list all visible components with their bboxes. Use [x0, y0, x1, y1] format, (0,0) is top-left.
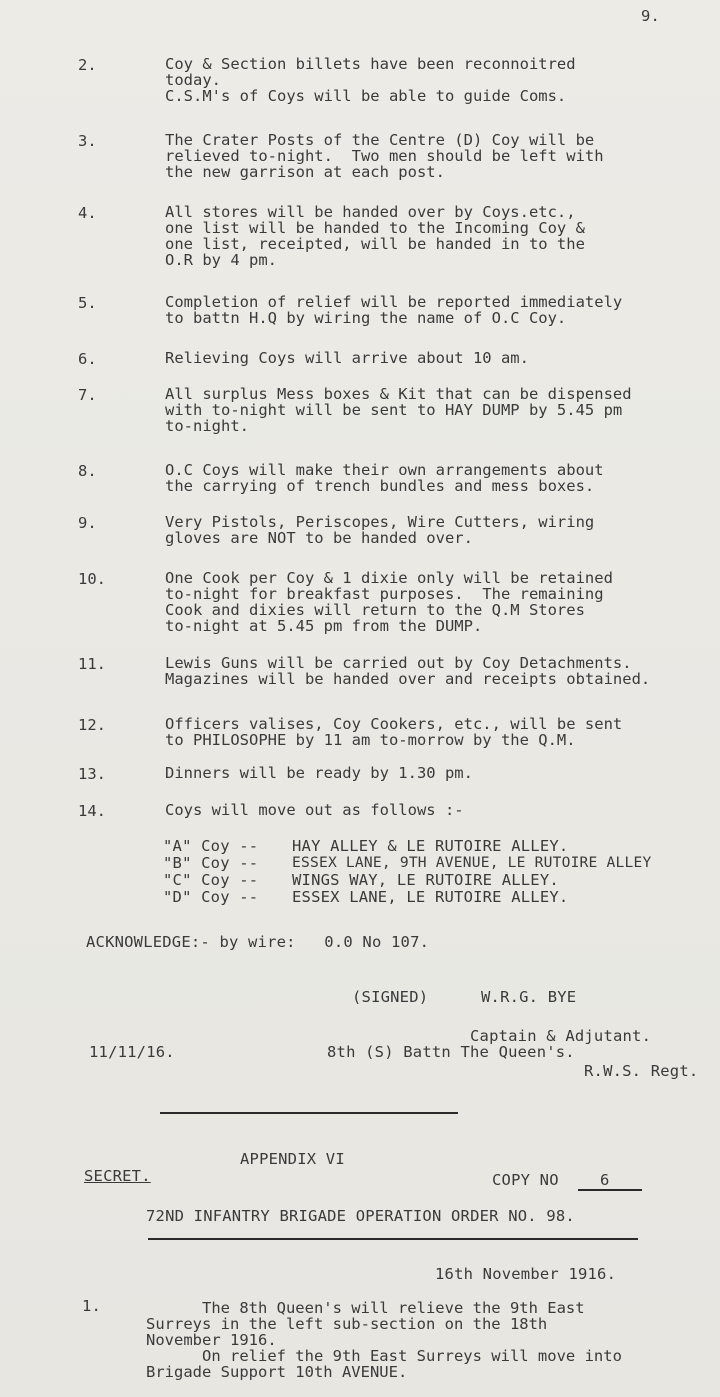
coy-route: HAY ALLEY & LE RUTOIRE ALLEY.	[292, 837, 569, 855]
item-line: Very Pistols, Periscopes, Wire Cutters, wiring	[165, 513, 595, 531]
item-line: One Cook per Coy & 1 dixie only will be retained	[165, 569, 613, 587]
item-line: C.S.M's of Coys will be able to guide Coms.	[165, 87, 567, 105]
item-number: 12.	[78, 716, 106, 734]
item-line: relieved to-night. Two men should be left with	[165, 147, 604, 165]
item-text	[165, 386, 720, 434]
item-line: O.C Coys will make their own arrangements about	[165, 461, 604, 479]
item-line: Coy & Section billets have been reconnoitred	[165, 55, 576, 73]
item-line: to-night for breakfast purposes. The remaining	[165, 585, 604, 603]
paragraph-1-text	[146, 1300, 706, 1380]
paragraph-1-line: The 8th Queen's will relieve the 9th East	[146, 1299, 585, 1317]
item-number: 7.	[78, 386, 97, 404]
item-line: the new garrison at each post.	[165, 163, 445, 181]
item-text	[165, 132, 720, 180]
item-line: the carrying of trench bundles and mess boxes.	[165, 477, 595, 495]
item-line: Relieving Coys will arrive about 10 am.	[165, 349, 529, 367]
order-title: 72ND INFANTRY BRIGADE OPERATION ORDER NO. 98.	[146, 1207, 575, 1225]
item-line: All surplus Mess boxes & Kit that can be dispensed	[165, 385, 632, 403]
item-text	[165, 514, 720, 546]
item-text	[165, 462, 720, 494]
item-line: with to-night will be sent to HAY DUMP by 5.45 pm	[165, 401, 623, 419]
item-text	[165, 204, 720, 268]
item-number: 9.	[78, 514, 97, 532]
item-number: 6.	[78, 350, 97, 368]
item-text	[165, 765, 720, 781]
signature-title-1: Captain & Adjutant.	[470, 1027, 652, 1045]
signed-label: (SIGNED)	[352, 988, 429, 1006]
item-line: to-night at 5.45 pm from the DUMP.	[165, 617, 483, 635]
document-date: 11/11/16.	[89, 1043, 175, 1061]
secret-label: SECRET.	[84, 1167, 151, 1185]
item-number: 3.	[78, 132, 97, 150]
signed-name: W.R.G. BYE	[481, 988, 577, 1006]
item-number: 13.	[78, 765, 106, 783]
signature-title-2: 8th (S) Battn The Queen's.	[327, 1043, 575, 1061]
order-date: 16th November 1916.	[435, 1265, 617, 1283]
item-text	[165, 802, 720, 818]
paragraph-1-line: On relief the 9th East Surreys will move into	[146, 1347, 622, 1365]
item-line: The Crater Posts of the Centre (D) Coy will be	[165, 131, 595, 149]
item-number: 5.	[78, 294, 97, 312]
item-line: O.R by 4 pm.	[165, 251, 277, 269]
copy-number-underline	[578, 1189, 642, 1191]
item-line: to PHILOSOPHE by 11 am to-morrow by the Q.M.	[165, 731, 576, 749]
item-number: 11.	[78, 655, 106, 673]
item-line: Lewis Guns will be carried out by Coy Detachments.	[165, 654, 632, 672]
item-text	[165, 294, 720, 326]
paragraph-1-line: November 1916.	[146, 1331, 277, 1349]
item-number: 8.	[78, 462, 97, 480]
item-number: 14.	[78, 802, 106, 820]
item-text	[165, 716, 720, 748]
coy-label: "B" Coy --	[163, 854, 259, 872]
coy-label: "D" Coy --	[163, 888, 259, 906]
appendix-heading: APPENDIX VI	[240, 1150, 345, 1168]
item-line: Dinners will be ready by 1.30 pm.	[165, 764, 473, 782]
order-title-rule	[148, 1238, 638, 1240]
item-line: Magazines will be handed over and receipts obtained.	[165, 670, 651, 688]
item-line: one list will be handed to the Incoming Coy &	[165, 219, 585, 237]
item-text	[165, 350, 720, 366]
item-line: Coys will move out as follows :-	[165, 801, 464, 819]
copy-label: COPY NO	[492, 1171, 559, 1189]
item-line: All stores will be handed over by Coys.etc.,	[165, 203, 576, 221]
item-number: 4.	[78, 204, 97, 222]
paragraph-1-line: Brigade Support 10th AVENUE.	[146, 1363, 408, 1381]
item-line: gloves are NOT to be handed over.	[165, 529, 473, 547]
item-text	[165, 56, 720, 104]
item-line: one list, receipted, will be handed in to the	[165, 235, 585, 253]
paragraph-1-line: Surreys in the left sub-section on the 18th	[146, 1315, 548, 1333]
divider-line	[160, 1112, 458, 1114]
coy-route: WINGS WAY, LE RUTOIRE ALLEY.	[292, 871, 559, 889]
item-line: to battn H.Q by wiring the name of O.C Coy.	[165, 309, 567, 327]
coy-route: ESSEX LANE, LE RUTOIRE ALLEY.	[292, 888, 569, 906]
item-line: Officers valises, Coy Cookers, etc., will be sent	[165, 715, 623, 733]
signature-title-3: R.W.S. Regt.	[584, 1062, 699, 1080]
item-line: Completion of relief will be reported immediately	[165, 293, 623, 311]
coy-label: "C" Coy --	[163, 871, 259, 889]
page-number: 9.	[641, 7, 661, 25]
acknowledge-line: ACKNOWLEDGE:- by wire: 0.0 No 107.	[86, 933, 430, 951]
paragraph-1-number: 1.	[82, 1297, 102, 1315]
item-line: to-night.	[165, 417, 249, 435]
item-number: 10.	[78, 570, 106, 588]
item-text	[165, 570, 720, 634]
coy-route: ESSEX LANE, 9TH AVENUE, LE RUTOIRE ALLEY	[292, 854, 652, 871]
item-line: today.	[165, 71, 221, 89]
item-text	[165, 655, 720, 687]
coy-label: "A" Coy --	[163, 837, 259, 855]
copy-number: 6	[600, 1171, 610, 1189]
item-number: 2.	[78, 56, 97, 74]
item-line: Cook and dixies will return to the Q.M Stores	[165, 601, 585, 619]
